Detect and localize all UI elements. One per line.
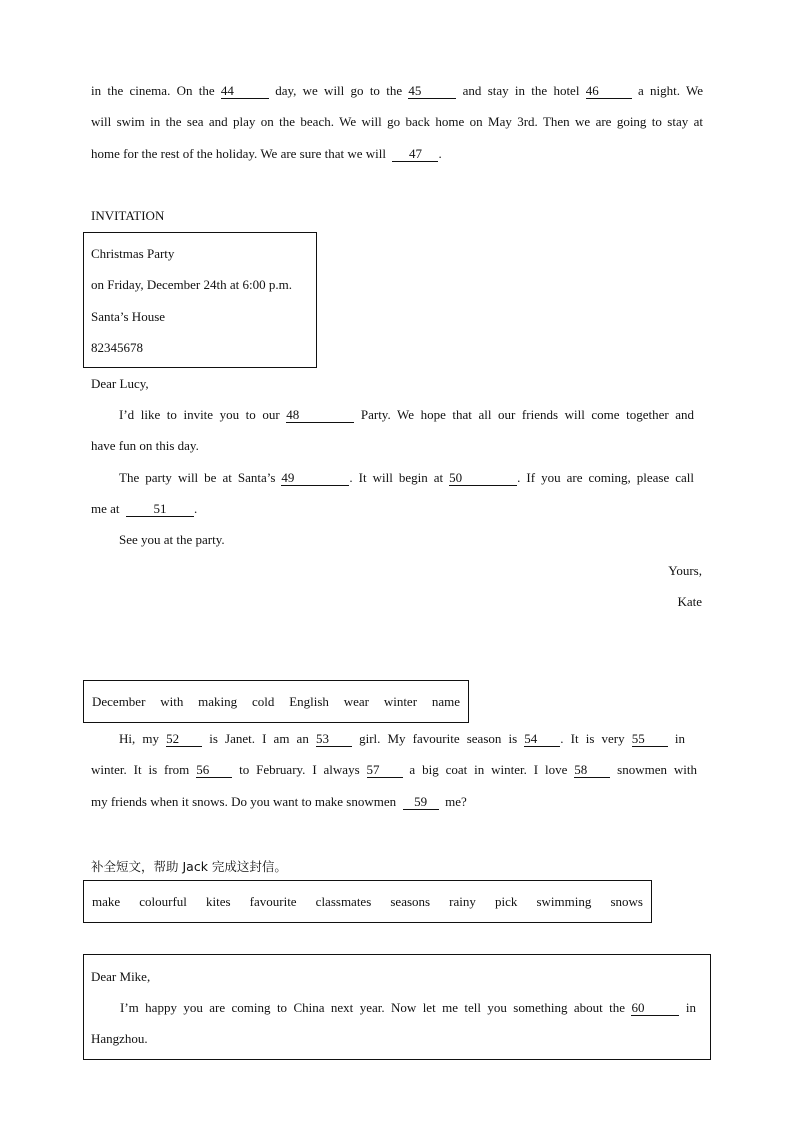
letter-closing: Yours, [668, 563, 702, 578]
passage1-line3: home for the rest of the holiday. We are sure that we will 47 . [91, 146, 442, 161]
letter-signature: Kate [677, 594, 702, 609]
letter-p1-line1: I’d like to invite you to our 48 Party. We hope that all our friends will come together and [119, 407, 695, 422]
word-bank-word: swimming [536, 893, 592, 909]
cloze2-line2: winter. It is from 56 to February. I always 57 a big coat in winter. I love 58 snowmen with [91, 762, 697, 777]
blank-50[interactable]: 50 [449, 471, 517, 486]
word-bank-word: making [198, 693, 238, 709]
word-bank-word: December [92, 693, 146, 709]
letter-salutation: Dear Lucy, [91, 376, 149, 391]
word-bank-word: colourful [139, 893, 187, 909]
blank-48[interactable]: 48 [286, 408, 354, 423]
word-bank-word: seasons [390, 893, 431, 909]
blank-52[interactable]: 52 [166, 732, 202, 747]
passage1-line2: will swim in the sea and play on the beach. We will go back home on May 3rd. Then we are going to stay at [91, 114, 703, 129]
card-event: Christmas Party [91, 246, 175, 261]
letter-p1-line2: have fun on this day. [91, 438, 199, 453]
word-bank-word: snows [610, 893, 643, 909]
letter2-line2: Hangzhou. [91, 1031, 148, 1046]
letter-box [83, 954, 711, 1060]
word-bank-word: name [431, 693, 460, 709]
cloze2-line3: my friends when it snows. Do you want to make snowmen 59 me? [91, 794, 467, 809]
blank-56[interactable]: 56 [196, 763, 232, 778]
blank-59[interactable]: 59 [403, 795, 439, 810]
word-bank-2 [83, 680, 469, 723]
blank-44[interactable]: 44 [221, 84, 269, 99]
invitation-card [83, 232, 317, 368]
word-bank-word: wear [343, 693, 369, 709]
blank-51[interactable]: 51 [126, 502, 194, 517]
blank-53[interactable]: 53 [316, 732, 352, 747]
cloze2-line1: Hi, my 52 is Janet. I am an 53 girl. My favourite season is 54 . It is very 55 in [119, 731, 685, 746]
word-bank-word: kites [206, 893, 231, 909]
blank-58[interactable]: 58 [574, 763, 610, 778]
word-bank-word: rainy [449, 893, 476, 909]
blank-46[interactable]: 46 [586, 84, 632, 99]
blank-47[interactable]: 47 [392, 147, 438, 162]
invitation-heading: INVITATION [91, 208, 165, 223]
letter-p2-line1: The party will be at Santa’s 49 . It will begin at 50 . If you are coming, please call [119, 470, 695, 485]
blank-60[interactable]: 60 [631, 1001, 679, 1016]
blank-54[interactable]: 54 [524, 732, 560, 747]
blank-45[interactable]: 45 [408, 84, 456, 99]
word-bank-word: winter [383, 693, 418, 709]
word-bank-word: with [160, 693, 184, 709]
letter-p3: See you at the party. [119, 532, 225, 547]
word-bank-word: favourite [249, 893, 297, 909]
word-bank-3 [83, 880, 652, 923]
letter2-salutation: Dear Mike, [91, 969, 151, 984]
cloze3-instruction: 补全短文，帮助 Jack 完成这封信。 [91, 859, 287, 874]
card-date: on Friday, December 24th at 6:00 p.m. [91, 277, 292, 292]
word-bank-word: make [92, 893, 121, 909]
card-phone: 82345678 [91, 340, 143, 355]
passage1-line1: in the cinema. On the 44 day, we will go to the 45 and stay in the hotel 46 a night. We [91, 83, 704, 98]
card-place: Santa’s House [91, 309, 166, 324]
blank-57[interactable]: 57 [367, 763, 403, 778]
letter2-line1: I’m happy you are coming to China next year. Now let me tell you something about the 60 in [120, 1000, 697, 1015]
word-bank-word: cold [251, 693, 275, 709]
word-bank-word: pick [494, 893, 518, 909]
word-bank-word: English [289, 693, 329, 709]
word-bank-word: classmates [315, 893, 372, 909]
blank-55[interactable]: 55 [632, 732, 668, 747]
letter-p2-line2: me at 51 . [91, 501, 198, 516]
blank-49[interactable]: 49 [281, 471, 349, 486]
